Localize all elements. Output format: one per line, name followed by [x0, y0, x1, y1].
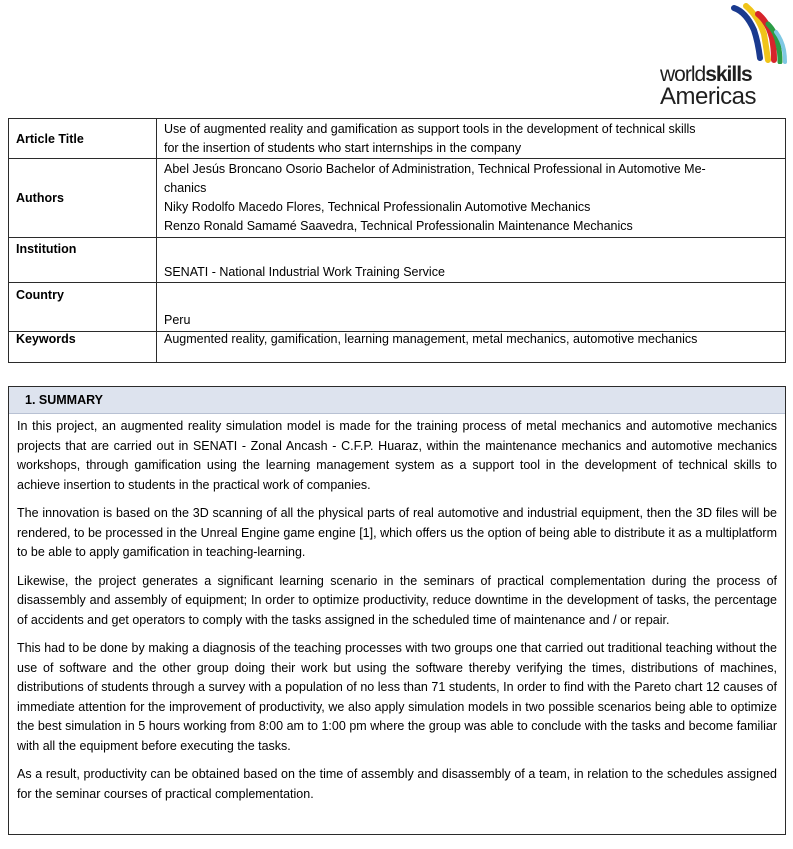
article-title-row	[9, 119, 786, 159]
article-title-line: for the insertion of students who start internships in the company	[164, 141, 522, 155]
institution-label: Institution	[9, 238, 157, 283]
author-line: chanics	[164, 181, 207, 195]
authors-row	[9, 159, 786, 238]
article-title-value	[157, 119, 786, 159]
summary-paragraph: In this project, an augmented reality simulation model is made for the training process of metal mechanics and automotive mechanics projects that are carried out in SENATI - Zonal Ancash - C.F.P. Huaraz, within the maintenance mechanics and automotive mechanics workshops, through gamification using the learning management system as a support tool in the development of technical skills to achieve insertion to students in the practical work of companies.	[17, 419, 777, 492]
authors-label: Authors	[9, 159, 157, 238]
summary-paragraph: Likewise, the project generates a significant learning scenario in the seminars of practical complementation during the process of disassembly and assembly of equipment; In order to optimize productivity, reduce downtime in the development of tasks, the percentage of accidents and get operators to comply with the tasks assigned in the scheduled time of maintenance and / or repair.	[17, 573, 777, 627]
authors-value	[157, 159, 786, 238]
country-row	[9, 283, 786, 332]
keywords-row	[9, 332, 786, 363]
summary-paragraph: The innovation is based on the 3D scanning of all the physical parts of real automotive and industrial equipment, then the 3D files will be rendered, to be processed in the Unreal Engine game engine [1], which offers us the option of being able to distribute it as a multiplatform to be able to apply gamification in teaching-learning.	[17, 506, 777, 559]
summary-body	[9, 414, 785, 804]
logo-word-americas: Americas	[660, 83, 757, 110]
keywords-label: Keywords	[9, 332, 157, 363]
author-line: Renzo Ronald Samamé Saavedra, Technical Professionalin Maintenance Mechanics	[164, 219, 633, 233]
institution-value: SENATI - National Industrial Work Training Service	[157, 238, 786, 283]
keywords-value: Augmented reality, gamification, learning management, metal mechanics, automotive mechanics	[157, 332, 786, 363]
country-label: Country	[9, 283, 157, 332]
author-line: Abel Jesús Broncano Osorio Bachelor of Administration, Technical Professional in Automotive Me-	[164, 162, 706, 176]
country-value: Peru	[157, 283, 786, 332]
article-title-label: Article Title	[9, 119, 157, 159]
logo-word-world: world	[660, 63, 706, 86]
article-title-line: Use of augmented reality and gamification as support tools in the development of technical skills	[164, 122, 696, 136]
summary-heading: 1. SUMMARY	[9, 387, 785, 414]
worldskills-americas-logo	[660, 2, 790, 114]
logo-word-skills: skills	[705, 63, 752, 86]
worldskills-swirl-icon	[730, 2, 788, 64]
article-info-table	[8, 118, 786, 363]
summary-paragraph: This had to be done by making a diagnosis of the teaching processes with two groups one that carried out traditional teaching without the use of software and the other group doing their work but using the software thereby verifying the times, distributions of machines, distributions of students through a survey with a population of no less than 71 students, In order to find with the Pareto chart 12 causes of immediate attention for the improvement of productivity, we also apply simulation models in two possible scenarios being able to optimize the best simulation in 5 hours working from 8:00 am to 1:00 pm where the group was able to conclude with the tasks and become familiar with all the equipment before executing the tasks.	[17, 641, 777, 753]
author-line: Niky Rodolfo Macedo Flores, Technical Professionalin Automotive Mechanics	[164, 200, 591, 214]
summary-section	[8, 386, 786, 835]
institution-row	[9, 238, 786, 283]
summary-paragraph: As a result, productivity can be obtained based on the time of assembly and disassembly of a team, in relation to the schedules assigned for the seminar courses of practical complementation.	[17, 767, 777, 801]
